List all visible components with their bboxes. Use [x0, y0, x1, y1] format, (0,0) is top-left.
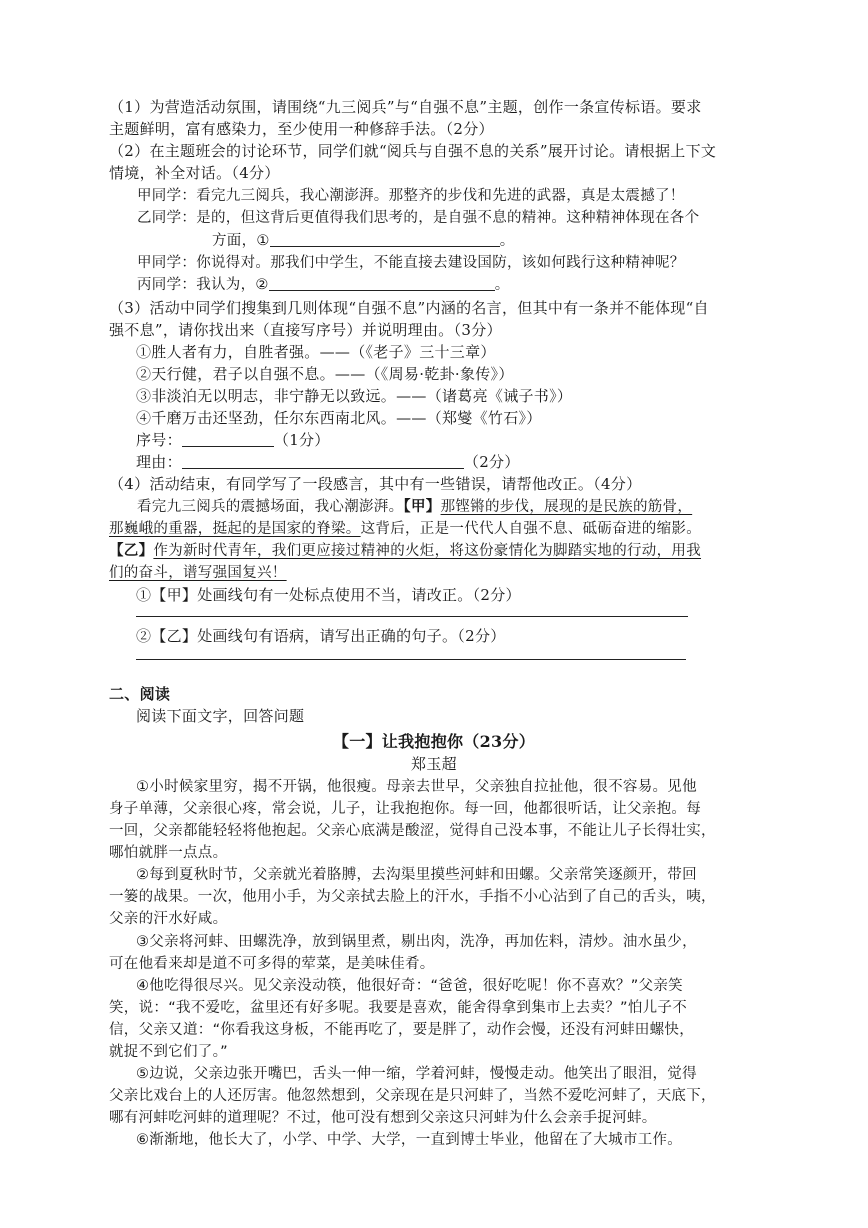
passage-line: 身子单薄，父亲很心疼，常会说，儿子，让我抱抱你。每一回，他都很听话，让父亲抱。每	[109, 801, 701, 817]
quote-item-2: ②天行健，君子以自强不息。——（《周易·乾卦·象传》）	[136, 365, 514, 383]
passage-title: 【一】让我抱抱你（23分）	[332, 732, 536, 751]
yi-underlined-1: 作为新时代青年，我们更应接过精神的火炬，将这份豪情化为脚踏实地的行动，用我	[153, 543, 702, 559]
passage-line: 一回，父亲都能轻轻将他抱起。父亲心底满是酸涩，觉得自己没本事，不能让儿子长得壮实，	[109, 823, 716, 839]
reason-row	[136, 451, 520, 473]
dialogue-bing-suffix: 。	[494, 277, 510, 293]
reflection-p2: 这背后，正是一代代人自强不息、砥砺奋进的缩影。	[360, 521, 702, 537]
q2-line2: 情境，补全对话。（4分）	[109, 164, 280, 182]
q3-line2: 强不息”，请你找出来（直接写序号）并说明理由。（3分）	[109, 321, 502, 339]
reflection-line1	[137, 496, 692, 518]
mark-yi: 【乙】	[109, 543, 154, 559]
passage-line: ⑤边说，父亲边张开嘴巴，舌头一伸一缩，学着河蚌，慢慢走动。他笑出了眼泪，觉得	[136, 1066, 697, 1082]
passage-line: 哪有河蚌吃河蚌的道理呢？不过，他可没有想到父亲这只河蚌为什么会亲手捉河蚌。	[109, 1110, 657, 1126]
q1-line1: （1）为营造活动氛围，请围绕“九三阅兵”与“自强不息”主题，创作一条宣传标语。要求	[109, 98, 702, 116]
passage-line: 一篓的战果。一次，他用小手，为父亲拭去脸上的汗水，手指不小心沾到了自己的舌头，咦，	[109, 889, 716, 905]
passage-line: ③父亲将河蚌、田螺洗净，放到锅里煮，剔出肉，洗净，再加佐料，清炒。油水虽少，	[136, 934, 697, 950]
reason-score: （2分）	[463, 453, 520, 471]
q2-line1: （2）在主题班会的讨论环节，同学们就“阅兵与自强不息的关系”展开讨论。请根据上下文	[109, 142, 717, 160]
q1-line2: 主题鲜明，富有感染力，至少使用一种修辞手法。（2分）	[109, 120, 494, 138]
q3-line1: （3）活动中同学们搜集到几则体现“自强不息”内涵的名言，但其中有一条并不能体现“自	[109, 299, 709, 317]
yi-underlined-2: 们的奋斗，谱写强国复兴！	[109, 565, 287, 581]
q4-sub1: ①【甲】处画线句有一处标点使用不当，请改正。（2分）	[136, 586, 521, 604]
seq-blank[interactable]	[182, 430, 274, 447]
answer-line-sub1[interactable]	[136, 616, 688, 617]
q4-line1: （4）活动结束，有同学写了一段感言，其中有一些错误，请帮他改正。（4分）	[109, 475, 642, 493]
passage-line: ①小时候家里穷，揭不开锅，他很瘦。母亲去世早，父亲独自拉扯他，很不容易。见他	[136, 779, 697, 795]
passage-line: ④他吃得很尽兴。见父亲没动筷，他很好奇：“爸爸，很好吃呢！你不喜欢？”父亲笑	[136, 978, 683, 994]
answer-blank-2[interactable]	[269, 274, 495, 291]
passage-author: 郑玉超	[411, 755, 457, 773]
mark-jia: 【甲】	[403, 499, 441, 515]
passage-line: 信，父亲又道：“你看我这身板，不能再吃了，要是胖了，动作会慢，还没有河蚌田螺快，	[109, 1022, 695, 1038]
dialogue-jia-2: 甲同学：你说得对。那我们中学生，不能直接去建设国防，该如何践行这种精神呢？	[137, 255, 685, 271]
passage-line: 哪怕就胖一点点。	[109, 845, 228, 861]
reflection-p1: 看完九三阅兵的震撼场面，我心潮澎湃。	[137, 499, 404, 515]
seq-score: （1分）	[273, 431, 330, 449]
jia-underlined-1: 那铿锵的步伐，展现的是民族的筋骨，	[440, 499, 693, 515]
passage-line: ②每到夏秋时节，父亲就光着胳膊，去沟渠里摸些河蚌和田螺。父亲常笑逐颜开，带回	[136, 867, 697, 883]
q4-sub2: ②【乙】处画线句有语病，请写出正确的句子。（2分）	[136, 627, 506, 645]
seq-label: 序号：	[136, 431, 182, 449]
dialogue-jia-1: 甲同学：看完九三阅兵，我心潮澎湃。那整齐的步伐和先进的武器，真是太震撼了！	[137, 188, 685, 204]
passage-line: 父亲比戏台上的人还厉害。他忽然想到，父亲现在是只河蚌了，当然不爱吃河蚌了，天底下，	[109, 1088, 716, 1104]
reflection-line4	[109, 562, 287, 584]
dialogue-bing-prefix: 丙同学：我认为，②	[137, 277, 269, 293]
answer-blank-1[interactable]	[270, 230, 500, 247]
quote-item-1: ①胜人者有力，自胜者强。——（《老子》三十三章）	[136, 343, 496, 361]
seq-row	[136, 429, 330, 451]
dialogue-bing	[137, 274, 510, 296]
jia-underlined-2: 那巍峨的重器，挺起的是国家的脊梁。	[109, 521, 361, 537]
passage-line: ⑥渐渐地，他长大了，小学、中学、大学，一直到博士毕业，他留在了大城市工作。	[136, 1132, 683, 1148]
reflection-line3	[109, 540, 701, 562]
quote-item-4: ④千磨万击还坚劲，任尔东西南北风。——（郑燮《竹石》）	[136, 409, 542, 427]
quote-item-3: ③非淡泊无以明志，非宁静无以致远。——（诸葛亮《诫子书》）	[136, 387, 573, 405]
passage-line: 可在他看来却是道不可多得的荤菜，是美味佳肴。	[109, 956, 435, 972]
answer-line-sub2[interactable]	[136, 659, 686, 660]
reason-blank[interactable]	[182, 452, 464, 469]
reason-label: 理由：	[136, 453, 182, 471]
reflection-line2	[109, 518, 701, 540]
dialogue-yi-2-suffix: 。	[499, 233, 515, 249]
passage-line: 就捉不到它们了。”	[109, 1044, 228, 1060]
passage-line: 父亲的汗水好咸。	[109, 911, 228, 927]
dialogue-yi-2	[212, 230, 515, 252]
dialogue-yi-2-prefix: 方面，①	[212, 233, 270, 249]
section-instruction: 阅读下面文字，回答问题	[136, 707, 305, 725]
passage-line: 笑，说：“我不爱吃，盆里还有好多呢。我要是喜欢，能舍得拿到集市上去卖？”怕儿子不	[109, 1000, 688, 1016]
dialogue-yi-1: 乙同学：是的，但这背后更值得我们思考的，是自强不息的精神。这种精神体现在各个	[137, 210, 700, 226]
section-heading: 二、阅读	[109, 685, 171, 703]
